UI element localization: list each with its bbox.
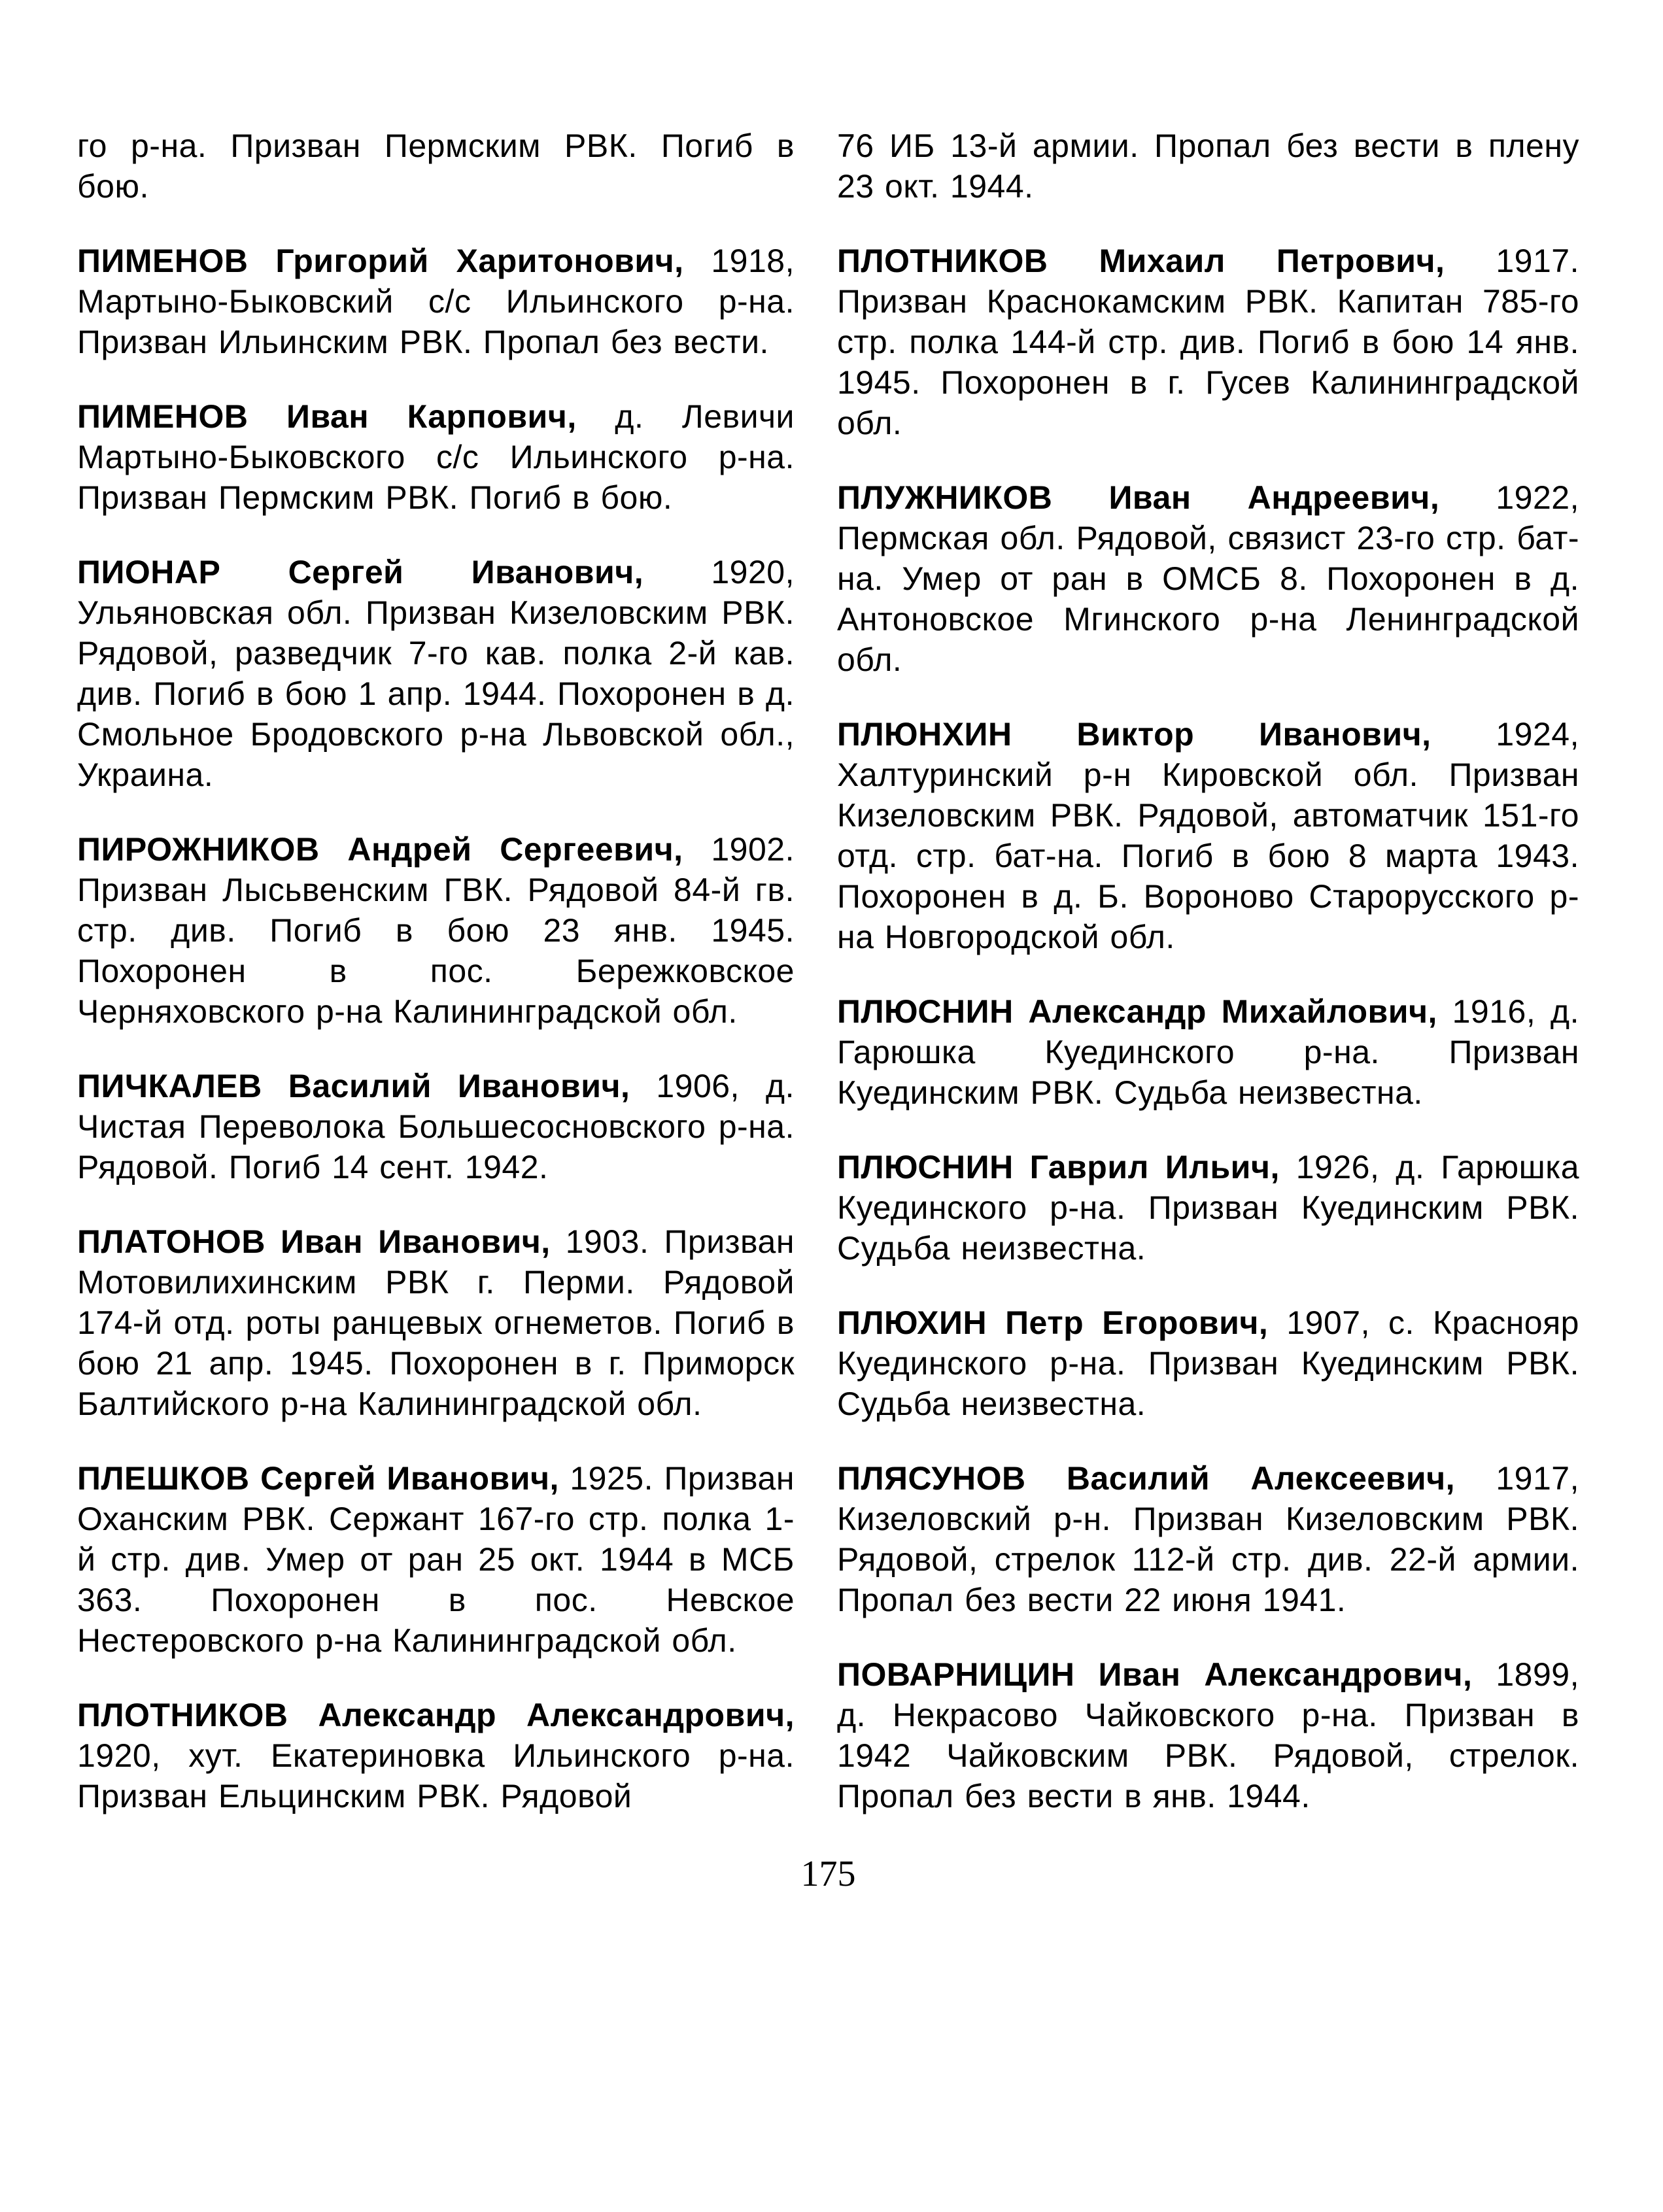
entry-text: 1920, хут. Екатериновка Ильинского р-на. Призван Ельцинским РВК. Рядовой xyxy=(77,1737,795,1814)
memorial-entry xyxy=(837,1302,1579,1424)
entry-name: ПИЧКАЛЕВ Василий Иванович, xyxy=(77,1068,630,1104)
entry-name: ПЛАТОНОВ Иван Иванович, xyxy=(77,1223,551,1260)
entry-text: 1925. Призван Оханским РВК. Сержант 167-го стр. полка 1-й стр. див. Умер от ран 25 окт. 1944 в МСБ 363. Похоронен в пос. Невское Нестеровского р-на Калининградской обл. xyxy=(77,1460,795,1659)
entry-text: 1924, Халтуринский р-н Кировской обл. Призван Кизеловским РВК. Рядовой, автоматчик 151-го отд. стр. бат-на. Погиб в бою 8 марта 1943. Похоронен в д. Б. Вороново Старорусского р-на Новгородской обл. xyxy=(837,716,1579,955)
entry-name: ПЛОТНИКОВ Александр Александрович, xyxy=(77,1697,795,1733)
entry-text: 1903. Призван Мотовилихинским РВК г. Перми. Рядовой 174-й отд. роты ранцевых огнеметов. Погиб в бою 21 апр. 1945. Похоронен в г. Приморск Балтийского р-на Калининградской обл. xyxy=(77,1223,795,1422)
memorial-entry xyxy=(837,1147,1579,1268)
entry-name: ПИРОЖНИКОВ Андрей Сергеевич, xyxy=(77,831,683,868)
memorial-entry xyxy=(837,126,1579,207)
memorial-entry xyxy=(77,126,795,207)
memorial-entry xyxy=(837,991,1579,1113)
entry-name: ПИОНАР Сергей Иванович, xyxy=(77,554,644,590)
memorial-entry xyxy=(837,241,1579,443)
memorial-entry xyxy=(77,1066,795,1187)
left-column xyxy=(77,126,795,1816)
memorial-entry xyxy=(837,477,1579,680)
entry-text: 1920, Ульяновская обл. Призван Кизеловским РВК. Рядовой, разведчик 7-го кав. полка 2-й кав. див. Погиб в бою 1 апр. 1944. Похоронен в д. Смольное Бродовского р-на Львовской обл., Украина. xyxy=(77,554,795,793)
entry-text: 76 ИБ 13-й армии. Пропал без вести в плену 23 окт. 1944. xyxy=(837,128,1579,205)
memorial-entry xyxy=(77,1458,795,1661)
entry-text: 1902. Призван Лысьвенским ГВК. Рядовой 84-й гв. стр. див. Погиб в бою 23 янв. 1945. Похоронен в пос. Бережковское Черняховского р-на Калининградской обл. xyxy=(77,831,795,1030)
entry-text: 1899, д. Некрасово Чайковского р-на. Призван в 1942 Чайковским РВК. Рядовой, стрелок. Пропал без вести в янв. 1944. xyxy=(837,1656,1579,1814)
entry-text: 1926, д. Гарюшка Куединского р-на. Призван Куединским РВК. Судьба неизвестна. xyxy=(837,1149,1579,1267)
memorial-entry xyxy=(77,552,795,795)
entry-name: ПОВАРНИЦИН Иван Александрович, xyxy=(837,1656,1473,1693)
entry-text: 1906, д. Чистая Переволока Большесосновского р-на. Рядовой. Погиб 14 сент. 1942. xyxy=(77,1068,795,1185)
entry-name: ПЛЕШКОВ Сергей Иванович, xyxy=(77,1460,559,1497)
entry-name: ПЛЮНХИН Виктор Иванович, xyxy=(837,716,1432,753)
memorial-entry xyxy=(837,714,1579,957)
memorial-entry xyxy=(837,1458,1579,1620)
entry-name: ПЛОТНИКОВ Михаил Петрович, xyxy=(837,243,1445,279)
page-number: 175 xyxy=(800,1854,856,1894)
entry-text: го р-на. Призван Пермским РВК. Погиб в бою. xyxy=(77,128,795,205)
memorial-entry xyxy=(77,829,795,1032)
page-footer xyxy=(77,1854,1579,1894)
memorial-columns xyxy=(77,126,1579,1816)
memorial-entry xyxy=(837,1654,1579,1816)
entry-text: д. Левичи Мартыно-Быковского с/с Ильинского р-на. Призван Пермским РВК. Погиб в бою. xyxy=(77,398,795,516)
right-column xyxy=(837,126,1579,1816)
entry-text: 1917. Призван Краснокамским РВК. Капитан 785-го стр. полка 144-й стр. див. Погиб в бою 14 янв. 1945. Похоронен в г. Гусев Калининградской обл. xyxy=(837,243,1579,441)
entry-name: ПЛЮХИН Петр Егорович, xyxy=(837,1304,1269,1341)
entry-name: ПЛЮСНИН Александр Михайлович, xyxy=(837,993,1437,1030)
entry-text: 1907, с. Краснояр Куединского р-на. Призван Куединским РВК. Судьба неизвестна. xyxy=(837,1304,1579,1422)
memorial-entry xyxy=(77,1695,795,1816)
entry-name: ПЛЯСУНОВ Василий Алексеевич, xyxy=(837,1460,1456,1497)
entry-text: 1916, д. Гарюшка Куединского р-на. Призван Куединским РВК. Судьба неизвестна. xyxy=(837,993,1579,1111)
entry-name: ПЛЮСНИН Гаврил Ильич, xyxy=(837,1149,1280,1185)
memorial-entry xyxy=(77,1221,795,1424)
entry-name: ПИМЕНОВ Иван Карпович, xyxy=(77,398,577,435)
entry-name: ПЛУЖНИКОВ Иван Андреевич, xyxy=(837,479,1440,516)
memorial-entry xyxy=(77,241,795,362)
entry-text: 1918, Мартыно-Быковский с/с Ильинского р-на. Призван Ильинским РВК. Пропал без вести. xyxy=(77,243,795,360)
memorial-entry xyxy=(77,396,795,518)
entry-name: ПИМЕНОВ Григорий Харитонович, xyxy=(77,243,684,279)
entry-text: 1917, Кизеловский р-н. Призван Кизеловским РВК. Рядовой, стрелок 112-й стр. див. 22-й армии. Пропал без вести 22 июня 1941. xyxy=(837,1460,1579,1618)
entry-text: 1922, Пермская обл. Рядовой, связист 23-го стр. бат-на. Умер от ран в ОМСБ 8. Похоронен в д. Антоновское Мгинского р-на Ленинградской обл. xyxy=(837,479,1579,678)
